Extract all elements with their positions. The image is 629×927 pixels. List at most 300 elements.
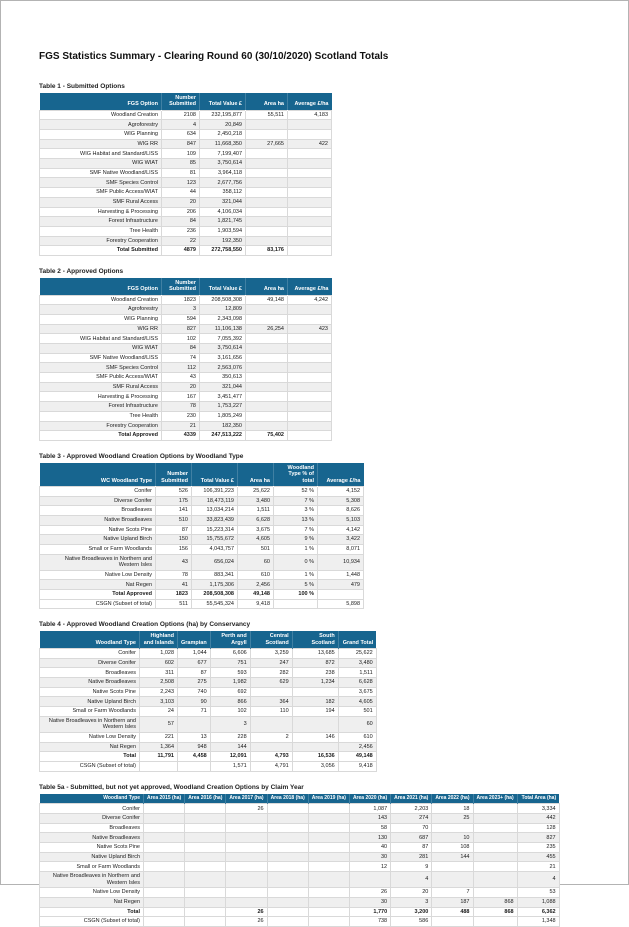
value-cell: 20 (162, 197, 200, 207)
value-cell: 7 % (274, 496, 318, 506)
row-label-cell: WIG Planning (40, 130, 162, 140)
value-cell: 90 (178, 697, 211, 707)
value-cell (226, 833, 267, 843)
value-cell: 13 % (274, 515, 318, 525)
value-cell: 358,112 (200, 188, 246, 198)
table-row (40, 742, 377, 752)
table-row (40, 843, 560, 853)
table-row (40, 159, 332, 169)
value-cell: 656,024 (192, 554, 238, 570)
value-cell: 311 (140, 668, 178, 678)
value-cell (144, 888, 185, 898)
column-header: Area ha (246, 278, 288, 295)
table-3-caption: Table 3 - Approved Woodland Creation Options by Woodland Type (39, 452, 244, 460)
row-label-cell: Native Low Density (40, 732, 140, 742)
row-label-cell: Total Approved (40, 590, 156, 600)
value-cell: 272,758,550 (200, 246, 246, 256)
column-header: Area 2015 (ha) (144, 794, 185, 804)
value-cell: 13 (178, 732, 211, 742)
value-cell: 40 (349, 843, 390, 853)
column-header: Total Value £ (192, 463, 238, 486)
value-cell (226, 852, 267, 862)
row-label-cell: WIG Habitat and Standard/LISS (40, 334, 162, 344)
value-cell: 84 (162, 217, 200, 227)
conservancy-section (39, 621, 628, 771)
value-cell (246, 236, 288, 246)
row-label-cell: Woodland Creation (40, 110, 162, 120)
value-cell: 60 (338, 716, 376, 732)
value-cell: 2,456 (238, 580, 274, 590)
value-cell: 3 (391, 897, 432, 907)
value-cell (288, 344, 332, 354)
table-row (40, 139, 332, 149)
row-label-cell: SMF Native Woodland/LISS (40, 168, 162, 178)
value-cell: 102 (210, 707, 250, 717)
value-cell: 53 (517, 888, 559, 898)
column-header: Average £/ha (318, 463, 364, 486)
value-cell (246, 120, 288, 130)
table-row (40, 888, 560, 898)
column-header: Number Submitted (156, 463, 192, 486)
table-row (40, 544, 364, 554)
value-cell: 586 (391, 917, 432, 927)
header-row (40, 278, 332, 295)
value-cell: 3,675 (338, 687, 376, 697)
value-cell (144, 814, 185, 824)
value-cell: 12,091 (210, 752, 250, 762)
row-label-cell: Native Scots Pine (40, 525, 156, 535)
value-cell: 422 (288, 139, 332, 149)
value-cell: 866 (210, 697, 250, 707)
value-cell (288, 178, 332, 188)
value-cell (267, 907, 308, 917)
value-cell: 130 (349, 833, 390, 843)
value-cell (246, 411, 288, 421)
value-cell: 247,513,222 (200, 431, 246, 441)
value-cell: 70 (391, 823, 432, 833)
value-cell: 1,753,227 (200, 402, 246, 412)
value-cell: 3,480 (238, 496, 274, 506)
value-cell (473, 872, 517, 888)
value-cell (267, 888, 308, 898)
value-cell (267, 862, 308, 872)
row-label-cell: Native Scots Pine (40, 687, 140, 697)
header-row (40, 93, 332, 110)
value-cell: 2,243 (140, 687, 178, 697)
row-label-cell: Native Broadleaves (40, 515, 156, 525)
row-label-cell: Native Low Density (40, 888, 144, 898)
table-row (40, 678, 377, 688)
table-row (40, 197, 332, 207)
table-row (40, 207, 332, 217)
value-cell (246, 168, 288, 178)
value-cell: 634 (162, 130, 200, 140)
value-cell (185, 897, 226, 907)
value-cell (288, 120, 332, 130)
header-row (40, 463, 364, 486)
value-cell: 85 (162, 159, 200, 169)
value-cell (246, 207, 288, 217)
value-cell: 5,103 (318, 515, 364, 525)
table-row (40, 732, 377, 742)
row-label-cell: Native Low Density (40, 570, 156, 580)
value-cell: 602 (140, 658, 178, 668)
value-cell: 150 (156, 535, 192, 545)
value-cell (288, 402, 332, 412)
value-cell (185, 917, 226, 927)
value-cell (308, 843, 349, 853)
column-header: Grand Total (338, 631, 376, 648)
row-label-cell: Total Submitted (40, 246, 162, 256)
value-cell: 1,805,249 (200, 411, 246, 421)
column-header: Central Scotland (250, 631, 292, 648)
table-row (40, 687, 377, 697)
value-cell: 4,605 (338, 697, 376, 707)
value-cell: 4 (162, 120, 200, 130)
value-cell (246, 217, 288, 227)
value-cell (473, 823, 517, 833)
value-cell: 2,677,756 (200, 178, 246, 188)
value-cell: 4,458 (178, 752, 211, 762)
value-cell (308, 804, 349, 814)
value-cell: 3,964,118 (200, 168, 246, 178)
value-cell: 3 (210, 716, 250, 732)
value-cell: 58 (349, 823, 390, 833)
value-cell (267, 814, 308, 824)
row-label-cell: Nat Regen (40, 580, 156, 590)
value-cell (292, 687, 338, 697)
value-cell: 83,176 (246, 246, 288, 256)
value-cell (246, 188, 288, 198)
table-row (40, 226, 332, 236)
value-cell: 123 (162, 178, 200, 188)
value-cell (308, 862, 349, 872)
value-cell: 423 (288, 324, 332, 334)
value-cell (246, 226, 288, 236)
value-cell: 230 (162, 411, 200, 421)
value-cell (288, 305, 332, 315)
value-cell (226, 814, 267, 824)
column-header: Woodland Type (40, 794, 144, 804)
value-cell (144, 917, 185, 927)
value-cell (178, 716, 211, 732)
column-header: Average £/ha (288, 278, 332, 295)
value-cell (473, 852, 517, 862)
csgn-row (40, 917, 560, 927)
table-row (40, 570, 364, 580)
row-label-cell: WIG Planning (40, 314, 162, 324)
value-cell: 194 (292, 707, 338, 717)
table-row (40, 392, 332, 402)
value-cell (432, 823, 473, 833)
row-label-cell: Native Broadleaves (40, 678, 140, 688)
claim-year-table (39, 794, 560, 927)
value-cell (246, 130, 288, 140)
value-cell (144, 843, 185, 853)
table-row (40, 862, 560, 872)
value-cell (267, 917, 308, 927)
value-cell: 25 (432, 814, 473, 824)
value-cell (144, 852, 185, 862)
value-cell: 610 (238, 570, 274, 580)
row-label-cell: Small or Farm Woodlands (40, 862, 144, 872)
value-cell: 78 (162, 402, 200, 412)
row-label-cell: Native Upland Birch (40, 535, 156, 545)
column-header: Area 2020 (ha) (349, 794, 390, 804)
value-cell: 144 (210, 742, 250, 752)
value-cell: 11,791 (140, 752, 178, 762)
value-cell: 102 (162, 334, 200, 344)
value-cell: 3 (162, 305, 200, 315)
row-label-cell: WIG WIAT (40, 159, 162, 169)
value-cell: 1 % (274, 544, 318, 554)
value-cell: 1823 (156, 590, 192, 600)
value-cell (226, 843, 267, 853)
value-cell: 868 (473, 897, 517, 907)
value-cell: 4339 (162, 431, 200, 441)
value-cell (308, 917, 349, 927)
table-2-caption: Table 2 - Approved Options (39, 267, 124, 275)
value-cell (292, 716, 338, 732)
value-cell: 112 (162, 363, 200, 373)
value-cell: 1,982 (210, 678, 250, 688)
value-cell: 228 (210, 732, 250, 742)
value-cell: 24 (140, 707, 178, 717)
value-cell: 8,626 (318, 506, 364, 516)
value-cell: 1,044 (178, 649, 211, 659)
value-cell (226, 888, 267, 898)
row-label-cell: Forest Infrastructure (40, 217, 162, 227)
value-cell: 75,402 (246, 431, 288, 441)
value-cell: 1,903,594 (200, 226, 246, 236)
value-cell: 236 (162, 226, 200, 236)
value-cell (185, 872, 226, 888)
value-cell (246, 363, 288, 373)
column-header: Grampian (178, 631, 211, 648)
column-header: Area 2016 (ha) (185, 794, 226, 804)
value-cell: 49,148 (238, 590, 274, 600)
row-label-cell: CSGN (Subset of total) (40, 917, 144, 927)
value-cell (473, 833, 517, 843)
value-cell: 87 (178, 668, 211, 678)
row-label-cell: Diverse Conifer (40, 496, 156, 506)
value-cell: 20,849 (200, 120, 246, 130)
value-cell (185, 888, 226, 898)
value-cell: 3,259 (250, 649, 292, 659)
value-cell: 187 (432, 897, 473, 907)
table-row (40, 716, 377, 732)
value-cell: 141 (156, 506, 192, 516)
value-cell: 12,809 (200, 305, 246, 315)
value-cell: 1,821,745 (200, 217, 246, 227)
value-cell: 847 (162, 139, 200, 149)
value-cell (288, 353, 332, 363)
row-label-cell: Conifer (40, 486, 156, 496)
value-cell: 4 (391, 872, 432, 888)
table-row (40, 120, 332, 130)
value-cell: 144 (432, 852, 473, 862)
value-cell: 3,750,614 (200, 344, 246, 354)
value-cell (246, 197, 288, 207)
value-cell (267, 823, 308, 833)
csgn-row (40, 761, 377, 771)
row-label-cell: Forestry Cooperation (40, 236, 162, 246)
row-label-cell: Total (40, 752, 140, 762)
value-cell (473, 843, 517, 853)
value-cell: 146 (292, 732, 338, 742)
table-row (40, 178, 332, 188)
value-cell (250, 742, 292, 752)
value-cell: 827 (517, 833, 559, 843)
table-row (40, 580, 364, 590)
value-cell (473, 862, 517, 872)
column-header: South Scotland (292, 631, 338, 648)
value-cell: 948 (178, 742, 211, 752)
value-cell: 87 (391, 843, 432, 853)
value-cell: 11,106,138 (200, 324, 246, 334)
value-cell: 26 (226, 907, 267, 917)
table-row (40, 554, 364, 570)
table-1-caption: Table 1 - Submitted Options (39, 83, 125, 90)
row-label-cell: Diverse Conifer (40, 658, 140, 668)
value-cell: 44 (162, 188, 200, 198)
value-cell: 1,087 (349, 804, 390, 814)
total-row (40, 431, 332, 441)
row-label-cell: Small or Farm Woodlands (40, 544, 156, 554)
value-cell: 6,628 (238, 515, 274, 525)
value-cell: 25,622 (338, 649, 376, 659)
table-row (40, 402, 332, 412)
value-cell (288, 363, 332, 373)
row-label-cell: Harvesting & Processing (40, 207, 162, 217)
value-cell (185, 907, 226, 917)
value-cell (288, 207, 332, 217)
table-row (40, 535, 364, 545)
value-cell: 275 (178, 678, 211, 688)
value-cell: 1,175,306 (192, 580, 238, 590)
value-cell: 20 (391, 888, 432, 898)
value-cell (178, 761, 211, 771)
value-cell: 208,508,308 (200, 295, 246, 305)
value-cell: 740 (178, 687, 211, 697)
table-row (40, 496, 364, 506)
column-header: Total Value £ (200, 278, 246, 295)
value-cell: 827 (162, 324, 200, 334)
value-cell (473, 804, 517, 814)
row-label-cell: Native Scots Pine (40, 843, 144, 853)
value-cell: 2,343,098 (200, 314, 246, 324)
value-cell: 55,545,324 (192, 599, 238, 609)
value-cell (288, 411, 332, 421)
value-cell: 4,242 (288, 295, 332, 305)
row-label-cell: Broadleaves (40, 668, 140, 678)
value-cell (250, 687, 292, 697)
table-row (40, 814, 560, 824)
value-cell (308, 872, 349, 888)
value-cell: 9,418 (338, 761, 376, 771)
value-cell (288, 226, 332, 236)
value-cell: 677 (178, 658, 211, 668)
value-cell: 41 (156, 580, 192, 590)
value-cell (267, 897, 308, 907)
value-cell: 3,200 (391, 907, 432, 917)
table-row (40, 833, 560, 843)
value-cell: 13,034,214 (192, 506, 238, 516)
value-cell: 43 (162, 373, 200, 383)
table-row (40, 188, 332, 198)
table-row (40, 486, 364, 496)
value-cell: 610 (338, 732, 376, 742)
value-cell (288, 168, 332, 178)
value-cell: 4,793 (250, 752, 292, 762)
value-cell (246, 421, 288, 431)
column-header: Highland and Islands (140, 631, 178, 648)
value-cell (288, 421, 332, 431)
value-cell (250, 716, 292, 732)
value-cell: 6,628 (338, 678, 376, 688)
value-cell (144, 833, 185, 843)
value-cell: 18 (432, 804, 473, 814)
value-cell: 872 (292, 658, 338, 668)
row-label-cell: Total (40, 907, 144, 917)
column-header: Perth and Argyll (210, 631, 250, 648)
value-cell: 100 % (274, 590, 318, 600)
row-label-cell: Native Upland Birch (40, 852, 144, 862)
value-cell: 274 (391, 814, 432, 824)
table-row (40, 649, 377, 659)
table-4-caption: Table 4 - Approved Woodland Creation Options (ha) by Conservancy (39, 621, 251, 629)
value-cell: 26,254 (246, 324, 288, 334)
value-cell: 738 (349, 917, 390, 927)
table-row (40, 236, 332, 246)
value-cell: 364 (250, 697, 292, 707)
value-cell (288, 382, 332, 392)
value-cell: 1 % (274, 570, 318, 580)
table-5a-caption: Table 5a - Submitted, but not yet approved, Woodland Creation Options by Claim Year (39, 783, 304, 791)
value-cell: 52 % (274, 486, 318, 496)
value-cell (140, 761, 178, 771)
value-cell (246, 353, 288, 363)
column-header: FGS Option (40, 93, 162, 110)
value-cell: 2108 (162, 110, 200, 120)
row-label-cell: Total Approved (40, 431, 162, 441)
value-cell (308, 814, 349, 824)
table-row (40, 344, 332, 354)
value-cell: 1,448 (318, 570, 364, 580)
value-cell: 15,755,672 (192, 535, 238, 545)
value-cell: 109 (162, 149, 200, 159)
claim-year-section (39, 784, 628, 927)
row-label-cell: WIG Habitat and Standard/LISS (40, 149, 162, 159)
value-cell (185, 843, 226, 853)
value-cell: 5,308 (318, 496, 364, 506)
column-header: Area 2019 (ha) (308, 794, 349, 804)
value-cell: 13,685 (292, 649, 338, 659)
value-cell: 22 (162, 236, 200, 246)
submitted-options-table (39, 93, 332, 256)
value-cell: 9,418 (238, 599, 274, 609)
value-cell: 1,511 (238, 506, 274, 516)
value-cell: 108 (432, 843, 473, 853)
value-cell (473, 814, 517, 824)
value-cell: 0 % (274, 554, 318, 570)
woodland-type-table (39, 463, 364, 610)
value-cell (144, 804, 185, 814)
value-cell (432, 862, 473, 872)
value-cell: 883,341 (192, 570, 238, 580)
table-row (40, 872, 560, 888)
value-cell: 71 (178, 707, 211, 717)
